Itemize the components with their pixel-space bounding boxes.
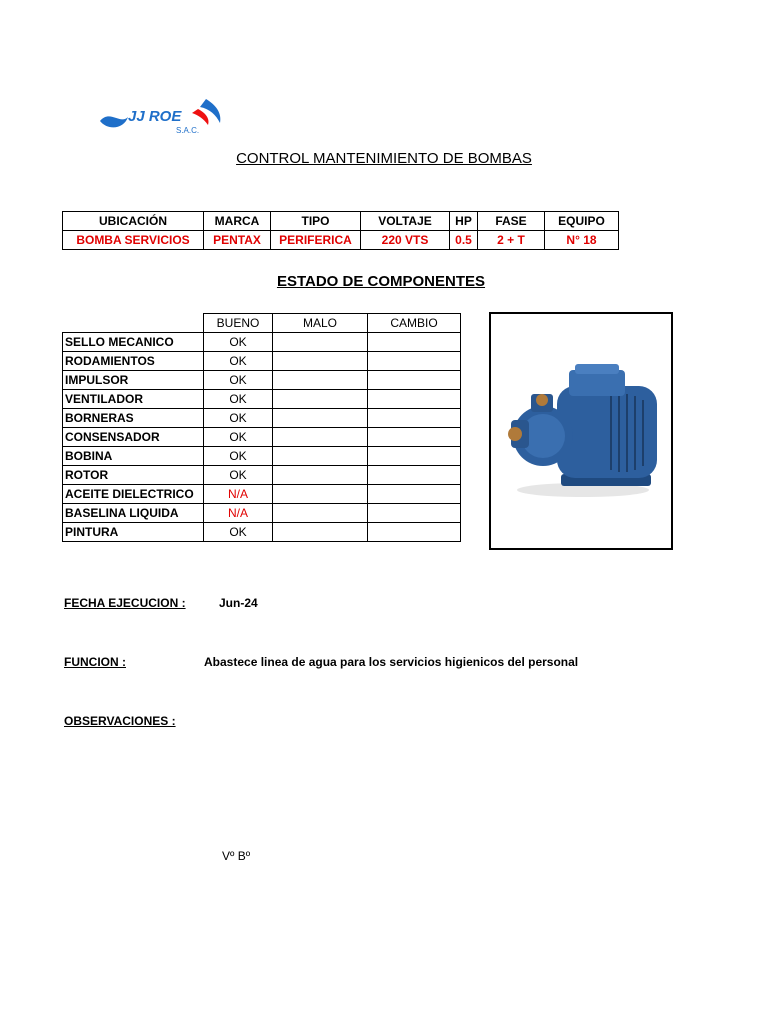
header-malo: MALO xyxy=(273,314,368,333)
component-name: VENTILADOR xyxy=(63,390,204,409)
company-logo xyxy=(98,95,228,137)
component-name: IMPULSOR xyxy=(63,371,204,390)
pump-info-table xyxy=(62,211,619,250)
component-name: CONSENSADOR xyxy=(63,428,204,447)
component-cambio xyxy=(368,447,461,466)
value-voltaje: 220 VTS xyxy=(361,231,450,250)
table-row xyxy=(63,409,461,428)
observaciones-label: OBSERVACIONES : xyxy=(64,714,176,728)
component-cambio xyxy=(368,428,461,447)
logo-text: JJ ROE xyxy=(128,108,182,125)
components-header-row xyxy=(63,314,461,333)
component-malo xyxy=(273,352,368,371)
component-name: PINTURA xyxy=(63,523,204,542)
component-cambio xyxy=(368,485,461,504)
component-name: BORNERAS xyxy=(63,409,204,428)
info-header-row xyxy=(63,212,619,231)
table-row xyxy=(63,390,461,409)
table-row xyxy=(63,371,461,390)
component-bueno: OK xyxy=(204,352,273,371)
component-name: SELLO MECANICO xyxy=(63,333,204,352)
table-row xyxy=(63,428,461,447)
component-bueno: OK xyxy=(204,333,273,352)
component-malo xyxy=(273,390,368,409)
component-bueno: N/A xyxy=(204,504,273,523)
components-header-empty xyxy=(63,314,204,333)
header-fase: FASE xyxy=(478,212,545,231)
components-table xyxy=(62,313,461,542)
header-equipo: EQUIPO xyxy=(545,212,619,231)
component-malo xyxy=(273,371,368,390)
table-row xyxy=(63,504,461,523)
component-malo xyxy=(273,447,368,466)
table-row xyxy=(63,466,461,485)
component-cambio xyxy=(368,504,461,523)
visto-bueno: Vº Bº xyxy=(222,849,251,863)
table-row xyxy=(63,333,461,352)
component-malo xyxy=(273,333,368,352)
component-bueno: OK xyxy=(204,466,273,485)
header-bueno: BUENO xyxy=(204,314,273,333)
component-cambio xyxy=(368,409,461,428)
component-cambio xyxy=(368,523,461,542)
info-value-row xyxy=(63,231,619,250)
pump-illustration xyxy=(491,314,671,548)
value-marca: PENTAX xyxy=(204,231,271,250)
value-tipo: PERIFERICA xyxy=(271,231,361,250)
pump-photo xyxy=(489,312,673,550)
table-row xyxy=(63,447,461,466)
component-malo xyxy=(273,428,368,447)
component-bueno: OK xyxy=(204,523,273,542)
component-bueno: N/A xyxy=(204,485,273,504)
component-name: RODAMIENTOS xyxy=(63,352,204,371)
component-bueno: OK xyxy=(204,390,273,409)
header-voltaje: VOLTAJE xyxy=(361,212,450,231)
component-cambio xyxy=(368,371,461,390)
component-malo xyxy=(273,466,368,485)
table-row xyxy=(63,352,461,371)
component-malo xyxy=(273,485,368,504)
component-cambio xyxy=(368,352,461,371)
header-tipo: TIPO xyxy=(271,212,361,231)
component-bueno: OK xyxy=(204,371,273,390)
component-cambio xyxy=(368,333,461,352)
fecha-value: Jun-24 xyxy=(219,596,258,610)
component-bueno: OK xyxy=(204,428,273,447)
component-malo xyxy=(273,504,368,523)
value-fase: 2 + T xyxy=(478,231,545,250)
header-ubicacion: UBICACIÓN xyxy=(63,212,204,231)
funcion-value: Abastece linea de agua para los servicios higienicos del personal xyxy=(204,655,579,669)
value-hp: 0.5 xyxy=(450,231,478,250)
component-cambio xyxy=(368,390,461,409)
component-bueno: OK xyxy=(204,409,273,428)
page-title: CONTROL MANTENIMIENTO DE BOMBAS xyxy=(236,150,532,167)
header-cambio: CAMBIO xyxy=(368,314,461,333)
component-name: BASELINA LIQUIDA xyxy=(63,504,204,523)
funcion-label: FUNCION : xyxy=(64,655,126,669)
components-body xyxy=(63,333,461,542)
component-name: BOBINA xyxy=(63,447,204,466)
component-cambio xyxy=(368,466,461,485)
component-bueno: OK xyxy=(204,447,273,466)
component-malo xyxy=(273,409,368,428)
logo-sub-text: S.A.C. xyxy=(176,126,200,135)
value-equipo: N° 18 xyxy=(545,231,619,250)
table-row xyxy=(63,485,461,504)
value-ubicacion: BOMBA SERVICIOS xyxy=(63,231,204,250)
components-title: ESTADO DE COMPONENTES xyxy=(276,273,486,290)
header-hp: HP xyxy=(450,212,478,231)
fecha-label: FECHA EJECUCION : xyxy=(64,596,186,610)
component-malo xyxy=(273,523,368,542)
table-row xyxy=(63,523,461,542)
component-name: ACEITE DIELECTRICO xyxy=(63,485,204,504)
component-name: ROTOR xyxy=(63,466,204,485)
header-marca: MARCA xyxy=(204,212,271,231)
